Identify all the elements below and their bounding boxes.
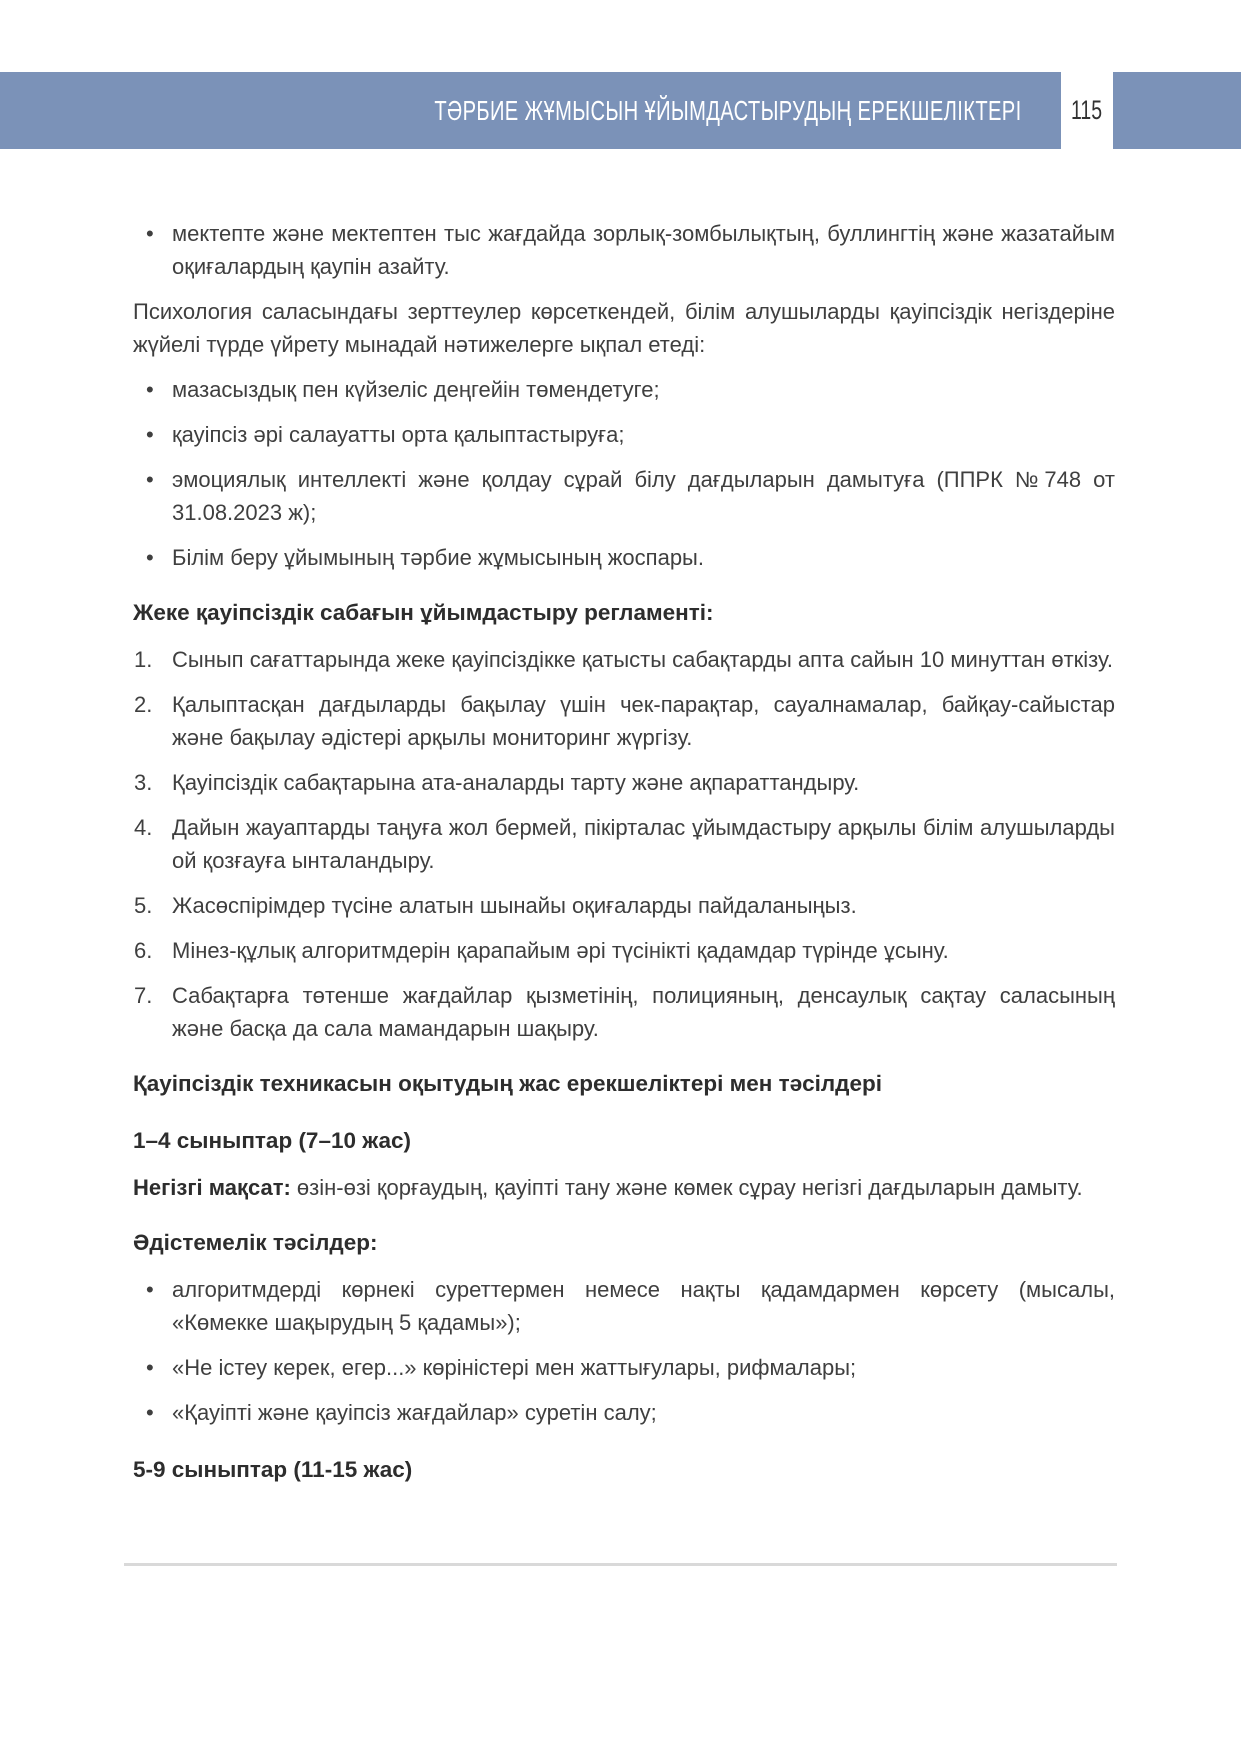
subheading-grades-5-9: 5-9 сыныптар (11-15 жас) [133,1457,413,1482]
item-number: 4. [134,815,153,840]
numbered-item-text: Сабақтарға төтенше жағдайлар қызметінің, полицияның, денсаулық сақтау саласының және басқа да сала мамандарын шақыру. [172,983,1115,1041]
item-number: 1. [134,647,153,672]
list-item-text: алгоритмдерді көрнекі суреттермен немесе нақты қадамдармен көрсету (мысалы, «Көмекке шақырудың 5 қадамы»); [172,1277,1115,1335]
page-number-slot [1061,72,1113,149]
numbered-item [133,766,1115,799]
item-number: 5. [134,893,153,918]
list-item-text: Білім беру ұйымының тәрбие жұмысының жоспары. [172,545,704,570]
bullet-marker: • [146,221,154,246]
list-item [133,1396,1115,1429]
item-number: 6. [134,938,153,963]
goal-text: өзін-өзі қорғаудың, қауіпті тану және көмек сұрау негізгі дағдыларын дамыту. [296,1175,1083,1200]
chapter-header-bar [0,72,1061,149]
list-item-text: мазасыздық пен күйзеліс деңгейін төмендетуге; [172,377,660,402]
numbered-item-text: Қалыптасқан дағдыларды бақылау үшін чек-парақтар, сауалнамалар, байқау-сайыстар және бақылау әдістері арқылы мониторинг жүргізу. [172,692,1115,750]
page-body [133,149,1115,1566]
list-item [133,373,1115,406]
chapter-header [0,72,1241,149]
intro-bullet-list [133,217,1115,283]
numbered-item-text: Сынып сағаттарында жеке қауіпсіздікке қатысты сабақтарды апта сайын 10 минуттан өткізу. [172,647,1113,672]
list-item [133,463,1115,529]
bullet-marker: • [146,1277,154,1302]
item-number: 2. [134,692,153,717]
list-item [133,541,1115,574]
list-item-text: қауіпсіз әрі салауатты орта қалыптастыруға; [172,422,625,447]
goal-label: Негізгі мақсат: [133,1175,291,1200]
numbered-item [133,979,1115,1045]
list-item [133,1273,1115,1339]
bullet-marker: • [146,545,154,570]
bullet-marker: • [146,467,154,492]
list-item [133,1351,1115,1384]
numbered-item [133,688,1115,754]
item-number: 7. [134,983,153,1008]
goal-paragraph [133,1171,1115,1204]
page-number: 115 [1071,95,1103,125]
bottom-divider [124,1563,1117,1566]
item-number: 3. [134,770,153,795]
bullet-marker: • [146,1355,154,1380]
bullet-marker: • [146,377,154,402]
list-item [133,418,1115,451]
numbered-item [133,934,1115,967]
section-heading-age-features: Қауіпсіздік техникасын оқытудың жас ерекшеліктері мен тәсілдері [133,1071,882,1096]
subheading-grades-1-4: 1–4 сыныптар (7–10 жас) [133,1128,411,1153]
numbered-item [133,889,1115,922]
list-item [133,217,1115,283]
list-item-text: «Не істеу керек, егер...» көріністері мен жаттығулары, рифмалары; [172,1355,857,1380]
section-heading-regulation: Жеке қауіпсіздік сабағын ұйымдастыру регламенті: [133,600,714,625]
numbered-item-text: Жасөспірімдер түсіне алатын шынайы оқиғаларды пайдаланыңыз. [172,893,857,918]
chapter-title: ТӘРБИЕ ЖҰМЫСЫН ҰЙЫМДАСТЫРУДЫҢ ЕРЕКШЕЛІКТЕРІ [434,94,1022,126]
regulation-numbered-list [133,643,1115,1045]
list-item-text: эмоциялық интеллекті және қолдау сұрай білу дағдыларын дамытуға (ППРК №748 от 31.08.2023 ж); [172,467,1115,525]
methods-bullet-list [133,1273,1115,1429]
bullet-marker: • [146,1400,154,1425]
list-item-text: «Қауіпті және қауіпсіз жағдайлар» суретін салу; [172,1400,657,1425]
numbered-item [133,643,1115,676]
intro-paragraph: Психология саласындағы зерттеулер көрсеткендей, білім алушыларды қауіпсіздік негіздеріне жүйелі түрде үйрету мынадай нәтижелерге ықпал етеді: [133,299,1115,357]
numbered-item-text: Мінез-құлық алгоритмдерін қарапайым әрі түсінікті қадамдар түрінде ұсыну. [172,938,949,963]
numbered-item [133,811,1115,877]
numbered-item-text: Дайын жауаптарды таңуға жол бермей, пікірталас ұйымдастыру арқылы білім алушыларды ой қозғауға ынталандыру. [172,815,1115,873]
bullet-marker: • [146,422,154,447]
numbered-item-text: Қауіпсіздік сабақтарына ата-аналарды тарту және ақпараттандыру. [172,770,860,795]
chapter-header-bar-right [1113,72,1241,149]
list-item-text: мектепте және мектептен тыс жағдайда зорлық-зомбылықтың, буллингтің және жазатайым оқиғалардың қаупін азайту. [172,221,1115,279]
section-heading-methods: Әдістемелік тәсілдер: [133,1230,378,1255]
results-bullet-list [133,373,1115,574]
